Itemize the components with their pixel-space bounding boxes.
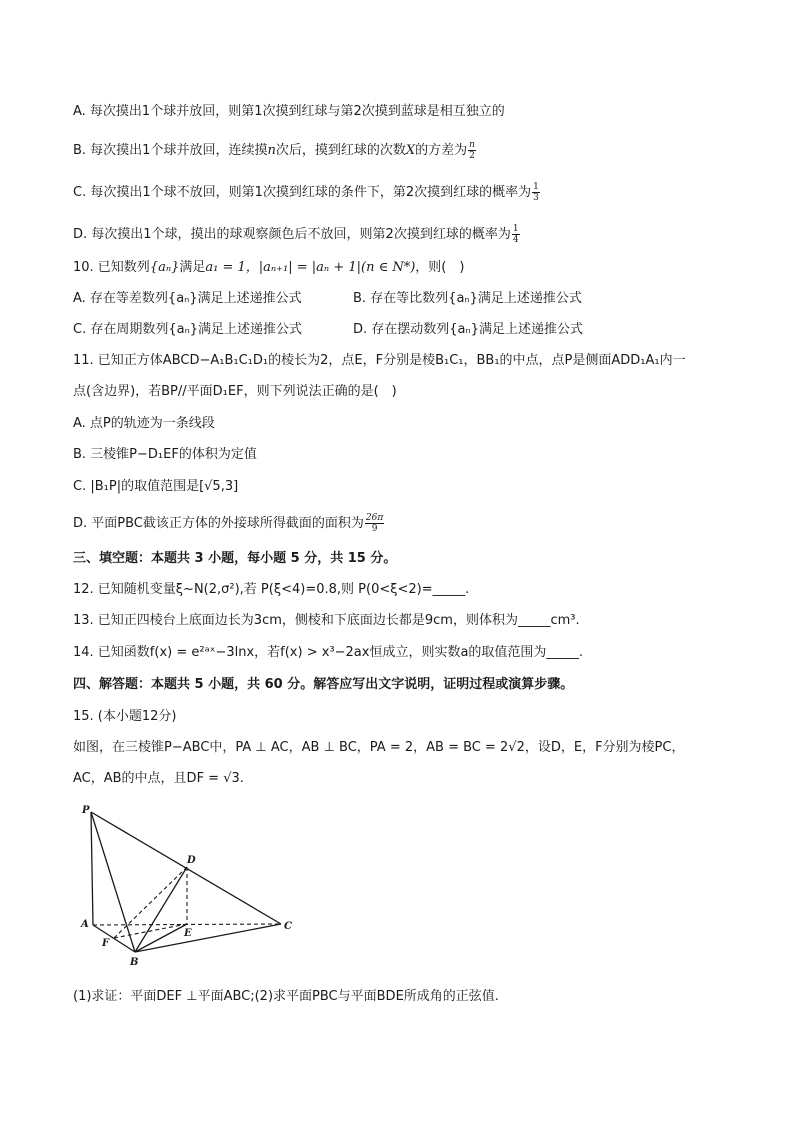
q12-text: 12. 已知随机变量ξ~N(2,σ²),若 P(ξ<4)=0.8,则 P(0<ξ<2)=_____. <box>73 582 470 597</box>
fraction-denominator: 4 <box>512 235 519 245</box>
q10-stem-condition: a₁ = 1，|aₙ₊₁| = |aₙ + 1|(n ∈ N*) <box>205 260 416 275</box>
vertex-label-a: A <box>81 919 89 930</box>
q11-option-b: B. 三棱锥P−D₁EF的体积为定值 <box>73 447 257 462</box>
q10-stem-seq: {aₙ} <box>149 260 180 275</box>
q11-option-d <box>73 513 385 534</box>
q9-option-c-fraction <box>532 182 540 203</box>
q11-stem-line-1: 11. 已知正方体ABCD−A₁B₁C₁D₁的棱长为2，点E，F分别是棱B₁C₁，BB₁的中点，点P是侧面ADD₁A₁内一 <box>73 353 686 368</box>
q10-stem-post: ，则( ) <box>415 260 465 275</box>
fraction-denominator: 3 <box>533 193 539 203</box>
q14-text: 14. 已知函数f(x) = e²ᵃˣ−3lnx，若f(x) > x³−2ax恒成立，则实数a的取值范围为_____. <box>73 645 584 660</box>
segment-be <box>135 924 187 952</box>
edge-bc <box>135 924 281 952</box>
q11-option-c: C. |B₁P|的取值范围是[√5,3] <box>73 479 239 494</box>
q10-option-b: B. 存在等比数列{aₙ}满足上述递推公式 <box>353 291 582 306</box>
q11-option-d-text: D. 平面PBC截该正方体的外接球所得截面的面积为 <box>73 516 364 531</box>
q9-option-b-pre: B. 每次摸出1个球并放回，连续摸 <box>73 143 268 158</box>
q10-stem-pre: 10. 已知数列 <box>73 260 150 275</box>
segment-bd <box>135 867 187 952</box>
q10-stem <box>73 259 464 277</box>
q9-option-c <box>73 182 541 203</box>
vertex-label-f: F <box>102 938 110 949</box>
q15-stem-line-1: 如图，在三棱锥P−ABC中，PA ⊥ AC，AB ⊥ BC，PA = 2，AB = BC = 2√2，设D，E，F分别为棱PC， <box>73 740 685 755</box>
vertex-label-d: D <box>187 855 196 866</box>
q15-question: (1)求证：平面DEF ⊥平面ABC;(2)求平面PBC与平面BDE所成角的正弦值. <box>73 989 499 1004</box>
q9-option-b-n: n <box>267 143 276 158</box>
q9-option-c-text: C. 每次摸出1个球不放回，则第1次摸到红球的条件下，第2次摸到红球的概率为 <box>73 185 532 200</box>
q10-option-a: A. 存在等差数列{aₙ}满足上述递推公式 <box>73 291 302 306</box>
q9-option-b-mid: 次后，摸到红球的次数 <box>275 143 406 158</box>
q10-option-c: C. 存在周期数列{aₙ}满足上述递推公式 <box>73 322 303 337</box>
q13-text: 13. 已知正四棱台上底面边长为3cm，侧棱和下底面边长都是9cm，则体积为_____cm³. <box>73 613 580 628</box>
q9-option-d-text: D. 每次摸出1个球，摸出的球观察颜色后不放回，则第2次摸到红球的概率为 <box>73 227 511 242</box>
q9-option-b <box>73 140 477 161</box>
vertex-label-p: P <box>82 805 90 816</box>
q11-option-d-fraction <box>365 513 384 534</box>
fraction-denominator: 9 <box>371 524 378 534</box>
edge-pb <box>91 812 135 952</box>
q10-stem-mid: 满足 <box>179 260 206 275</box>
q11-stem-line-2: 点(含边界)，若BP//平面D₁EF，则下列说法正确的是( ) <box>73 384 397 399</box>
q15-header: 15. (本小题12分) <box>73 709 177 724</box>
q9-option-b-x: X <box>405 143 416 158</box>
section-3-title: 三、填空题：本题共 3 小题，每小题 5 分，共 15 分。 <box>73 551 397 566</box>
edge-pa <box>91 812 93 925</box>
pyramid-figure <box>75 800 305 975</box>
fraction-numerator: 26π <box>365 513 384 523</box>
q10-option-d: D. 存在摆动数列{aₙ}满足上述递推公式 <box>353 322 583 337</box>
fraction-numerator: n <box>469 140 475 150</box>
fraction-numerator: 1 <box>533 182 539 192</box>
edge-ac-hidden <box>93 924 281 925</box>
vertex-label-c: C <box>284 921 292 932</box>
q9-option-b-post: 的方差为 <box>415 143 468 158</box>
vertex-label-b: B <box>130 957 139 968</box>
q9-option-b-fraction <box>468 140 476 161</box>
vertex-label-e: E <box>184 928 192 939</box>
fraction-numerator: 1 <box>512 224 519 234</box>
section-4-title: 四、解答题：本题共 5 小题，共 60 分。解答应写出文字说明，证明过程或演算步骤。 <box>73 677 574 692</box>
edge-ab <box>93 925 135 952</box>
q9-option-a: A. 每次摸出1个球并放回，则第1次摸到红球与第2次摸到蓝球是相互独立的 <box>73 104 505 119</box>
q11-option-a: A. 点P的轨迹为一条线段 <box>73 416 215 431</box>
q9-option-d <box>73 224 521 245</box>
q9-option-d-fraction <box>512 224 520 245</box>
fraction-denominator: 2 <box>469 151 475 161</box>
q15-stem-line-2: AC，AB的中点，且DF = √3. <box>73 771 244 786</box>
